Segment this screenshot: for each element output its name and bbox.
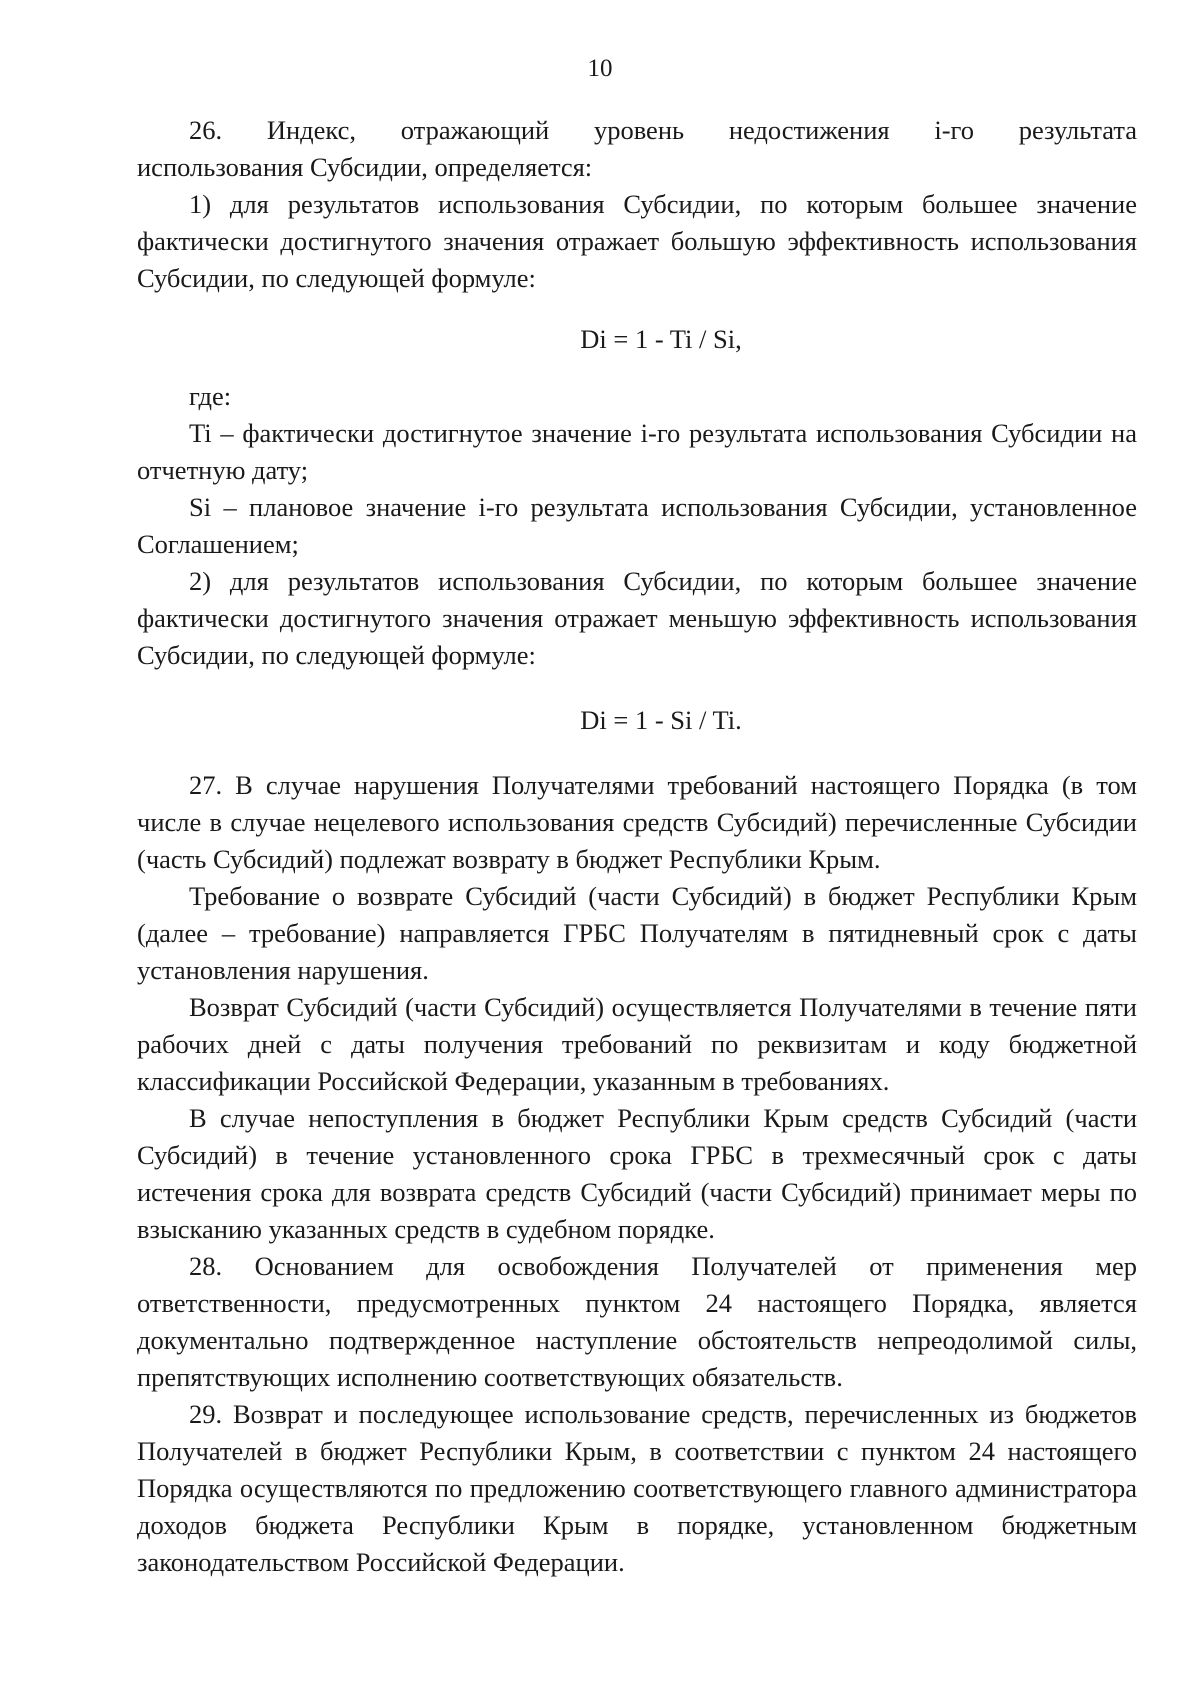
paragraph-27-return: Возврат Субсидий (части Субсидий) осуществляется Получателями в течение пяти рабочих дней с даты получения требований по реквизитам и коду бюджетной классификации Российской Федерации, указанным в требованиях.	[137, 992, 1137, 1096]
paragraph-29: 29. Возврат и последующее использование средств, перечисленных из бюджетов Получателей в бюджет Республики Крым, в соответствии с пунктом 24 настоящего Порядка осуществляются по предложению соответствующего главного администратора доходов бюджета Республики Крым в порядке, установленном бюджетным законодательством Российской Федерации.	[137, 1399, 1137, 1577]
paragraph-item-2: 2) для результатов использования Субсидии, по которым большее значение фактически достигнутого значения отражает меньшую эффективность использования Субсидии, по следующей формуле:	[137, 566, 1137, 670]
paragraph-27-demand: Требование о возврате Субсидий (части Субсидий) в бюджет Республики Крым (далее – требование) направляется ГРБС Получателям в пятидневный срок с даты установления нарушения.	[137, 881, 1137, 985]
paragraph-26-line-1: 26. Индекс, отражающий уровень недостижения i-го результата	[189, 115, 1137, 145]
formula-1: Di = 1 - Ti / Si,	[580, 324, 742, 354]
page-number: 10	[587, 55, 613, 82]
paragraph-26-line-2: использования Субсидии, определяется:	[137, 152, 593, 182]
paragraph-27: 27. В случае нарушения Получателями требований настоящего Порядка (в том числе в случае нецелевого использования средств Субсидий) перечисленные Субсидии (часть Субсидий) подлежат возврату в бюджет Республики Крым.	[137, 770, 1137, 874]
paragraph-item-1: 1) для результатов использования Субсидии, по которым большее значение фактически достигнутого значения отражает большую эффективность использования Субсидии, по следующей формуле:	[137, 189, 1137, 293]
paragraph-28: 28. Основанием для освобождения Получателей от применения мер ответственности, предусмотренных пунктом 24 настоящего Порядка, является документально подтвержденное наступление обстоятельств непреодолимой силы, препятствующих исполнению соответствующих обязательств.	[137, 1251, 1137, 1392]
si-definition: Si – плановое значение i-го результата использования Субсидии, установленное Соглашением;	[137, 492, 1137, 559]
where-label: где:	[189, 381, 232, 411]
formula-2: Di = 1 - Si / Ti.	[580, 705, 742, 735]
ti-definition: Ti – фактически достигнутое значение i-го результата использования Субсидии на отчетную дату;	[137, 418, 1137, 485]
document-body	[137, 112, 1137, 1581]
paragraph-27-court: В случае непоступления в бюджет Республики Крым средств Субсидий (части Субсидий) в течение установленного срока ГРБС в трехмесячный срок с даты истечения срока для возврата средств Субсидий (части Субсидий) принимает меры по взысканию указанных средств в судебном порядке.	[137, 1103, 1137, 1244]
